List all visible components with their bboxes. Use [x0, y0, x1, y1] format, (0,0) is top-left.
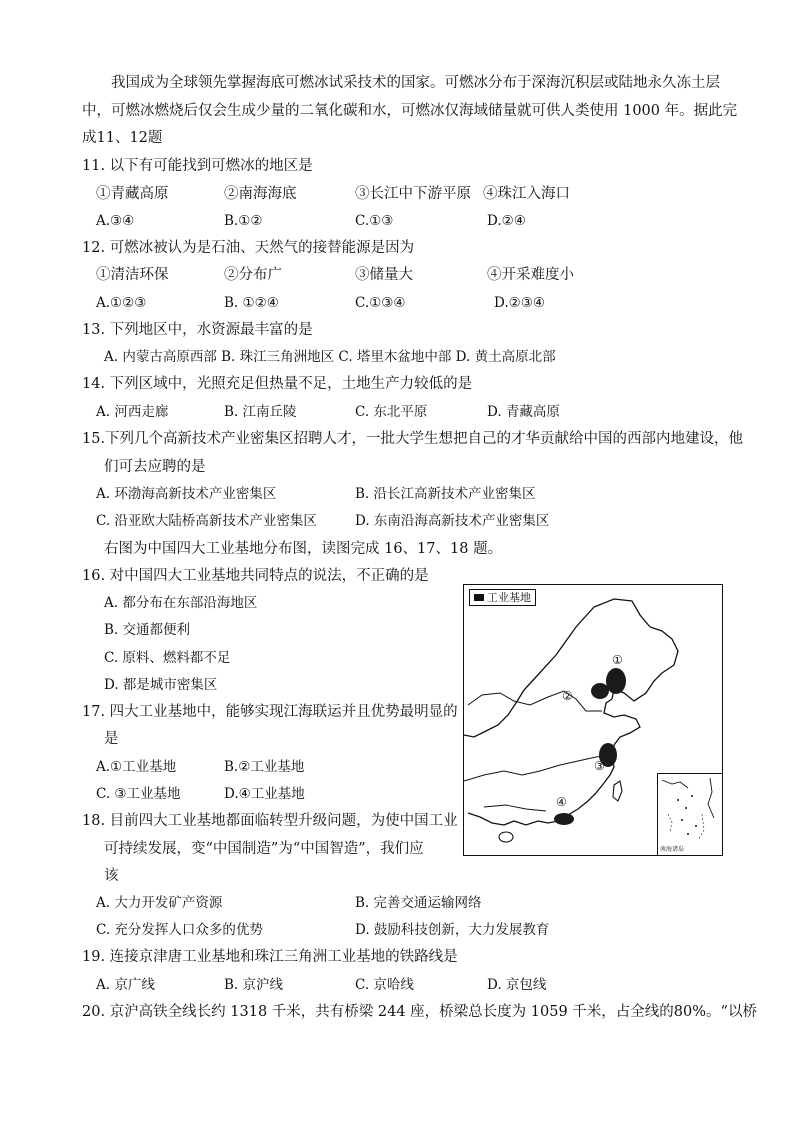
q12-option-b[interactable]: B. ①②④ [224, 295, 279, 311]
q12-item-3: ③储量大 [355, 267, 413, 283]
q12-stem: 12. 可燃冰被认为是石油、天然气的接替能源是因为 [82, 240, 415, 256]
q18-option-d[interactable]: D. 鼓励科技创新，大力发展教育 [355, 922, 550, 938]
map-label-2: ② [562, 689, 573, 703]
q18-stem-1: 18. 目前四大工业基地都面临转型升级问题，为使中国工业 [82, 813, 458, 829]
q19-option-d[interactable]: D. 京包线 [487, 977, 547, 993]
q13-stem: 13. 下列地区中，水资源最丰富的是 [82, 322, 313, 338]
q11-item-1: ①青藏高原 [96, 186, 169, 202]
q19-option-b[interactable]: B. 京沪线 [224, 977, 284, 993]
q12-option-d[interactable]: D.②③④ [494, 295, 545, 311]
q11-item-3: ③长江中下游平原 [355, 186, 471, 202]
q17-option-a[interactable]: A.①工业基地 [96, 759, 177, 775]
q11-item-2: ②南海海底 [224, 186, 297, 202]
map-label-3: ③ [594, 759, 605, 773]
industrial-base-map [463, 584, 723, 856]
yellow-river [468, 691, 602, 711]
q14-option-a[interactable]: A. 河西走廊 [96, 404, 169, 420]
map-intro: 右图为中国四大工业基地分布图，读图完成 16、17、18 题。 [104, 541, 503, 557]
taiwan-island [613, 781, 622, 801]
q18-option-c[interactable]: C. 充分发挥人口众多的优势 [96, 922, 263, 938]
q17-stem-1: 17. 四大工业基地中，能够实现江海联运并且优势最明显的 [82, 704, 458, 720]
q12-option-a[interactable]: A.①②③ [96, 295, 147, 311]
q17-option-d[interactable]: D.④工业基地 [224, 786, 305, 802]
q11-option-b[interactable]: B.①② [224, 213, 263, 229]
map-label-1: ① [612, 653, 623, 667]
q15-option-c[interactable]: C. 沿亚欧大陆桥高新技术产业密集区 [96, 513, 317, 529]
hainan-island [499, 832, 513, 842]
q16-option-c[interactable]: C. 原料、燃料都不足 [104, 650, 231, 666]
q17-stem-2: 是 [104, 731, 119, 747]
q14-stem: 14. 下列区域中，光照充足但热量不足，土地生产力较低的是 [82, 376, 473, 392]
south-coast [468, 813, 558, 825]
q18-stem-2: 可持续发展，变“中国制造”为“中国智造”，我们应 [104, 841, 424, 857]
q11-option-a[interactable]: A.③④ [96, 213, 135, 229]
q19-option-c[interactable]: C. 京哈线 [355, 977, 414, 993]
q14-option-d[interactable]: D. 青藏高原 [487, 404, 560, 420]
intro-line-3: 成11、12题 [82, 130, 163, 146]
bohai-coast [604, 699, 640, 745]
q18-stem-3: 该 [104, 868, 119, 884]
q12-option-c[interactable]: C.①③④ [355, 295, 406, 311]
west-border [464, 690, 524, 737]
legend-swatch [474, 594, 484, 601]
south-china-sea-inset [657, 773, 723, 856]
map-legend [469, 589, 536, 606]
q14-option-b[interactable]: B. 江南丘陵 [224, 404, 297, 420]
q13-options[interactable]: A. 内蒙古高原西部 B. 珠江三角洲地区 C. 塔里木盆地中部 D. 黄土高原北部 [104, 349, 556, 365]
yangtze-river [464, 755, 610, 781]
q19-stem: 19. 连接京津唐工业基地和珠江三角洲工业基地的铁路线是 [82, 949, 458, 965]
inset-drawing [658, 774, 722, 855]
legend-label: 工业基地 [487, 591, 531, 604]
q12-item-4: ④开采难度小 [487, 267, 574, 283]
q19-option-a[interactable]: A. 京广线 [96, 977, 155, 993]
q16-option-a[interactable]: A. 都分布在东部沿海地区 [104, 595, 258, 611]
q15-option-d[interactable]: D. 东南沿海高新技术产业密集区 [355, 513, 550, 529]
q16-option-b[interactable]: B. 交通都便利 [104, 622, 191, 638]
intro-line-2: 中，可燃冰燃烧后仅会生成少量的二氧化碳和水，可燃冰仅海域储量就可供人类使用 1000 年。据此完 [82, 103, 738, 119]
q20-stem: 20. 京沪高铁全线长约 1318 千米，共有桥梁 244 座，桥梁总长度为 1059 千米，占全线的80%。“以桥 [82, 1004, 757, 1020]
q18-option-b[interactable]: B. 完善交通运输网络 [355, 895, 482, 911]
q16-option-d[interactable]: D. 都是城市密集区 [104, 677, 218, 693]
q11-option-d[interactable]: D.②④ [487, 213, 526, 229]
base-4-zhujiang [554, 813, 574, 825]
q11-option-c[interactable]: C.①③ [355, 213, 394, 229]
q18-option-a[interactable]: A. 大力开发矿产资源 [96, 895, 223, 911]
q12-item-1: ①清洁环保 [96, 267, 169, 283]
q11-item-4: ④珠江入海口 [483, 186, 570, 202]
q15-stem-2: 们可去应聘的是 [104, 459, 206, 475]
q12-item-2: ②分布广 [224, 267, 282, 283]
q16-stem: 16. 对中国四大工业基地共同特点的说法，不正确的是 [82, 568, 429, 584]
q17-option-b[interactable]: B.②工业基地 [224, 759, 305, 775]
q15-option-a[interactable]: A. 环渤海高新技术产业密集区 [96, 486, 277, 502]
q14-option-c[interactable]: C. 东北平原 [355, 404, 428, 420]
q17-option-c[interactable]: C. ③工业基地 [96, 786, 181, 802]
pearl-river [484, 805, 546, 811]
q15-option-b[interactable]: B. 沿长江高新技术产业密集区 [355, 486, 536, 502]
q11-stem: 11. 以下有可能找到可燃冰的地区是 [82, 158, 313, 174]
intro-line-1: 我国成为全球领先掌握海底可燃冰试采技术的国家。可燃冰分布于深海沉积层或陆地永久冻土层 [111, 75, 720, 91]
map-label-4: ④ [556, 795, 567, 809]
base-1-liaozhongnan [606, 668, 626, 694]
base-2-jingjintang [591, 683, 609, 699]
q15-stem-1: 15.下列几个高新技术产业密集区招聘人才，一批大学生想把自己的才华贡献给中国的西部内地建设，他 [82, 431, 744, 447]
inset-caption: 南海诸岛 [660, 846, 685, 853]
